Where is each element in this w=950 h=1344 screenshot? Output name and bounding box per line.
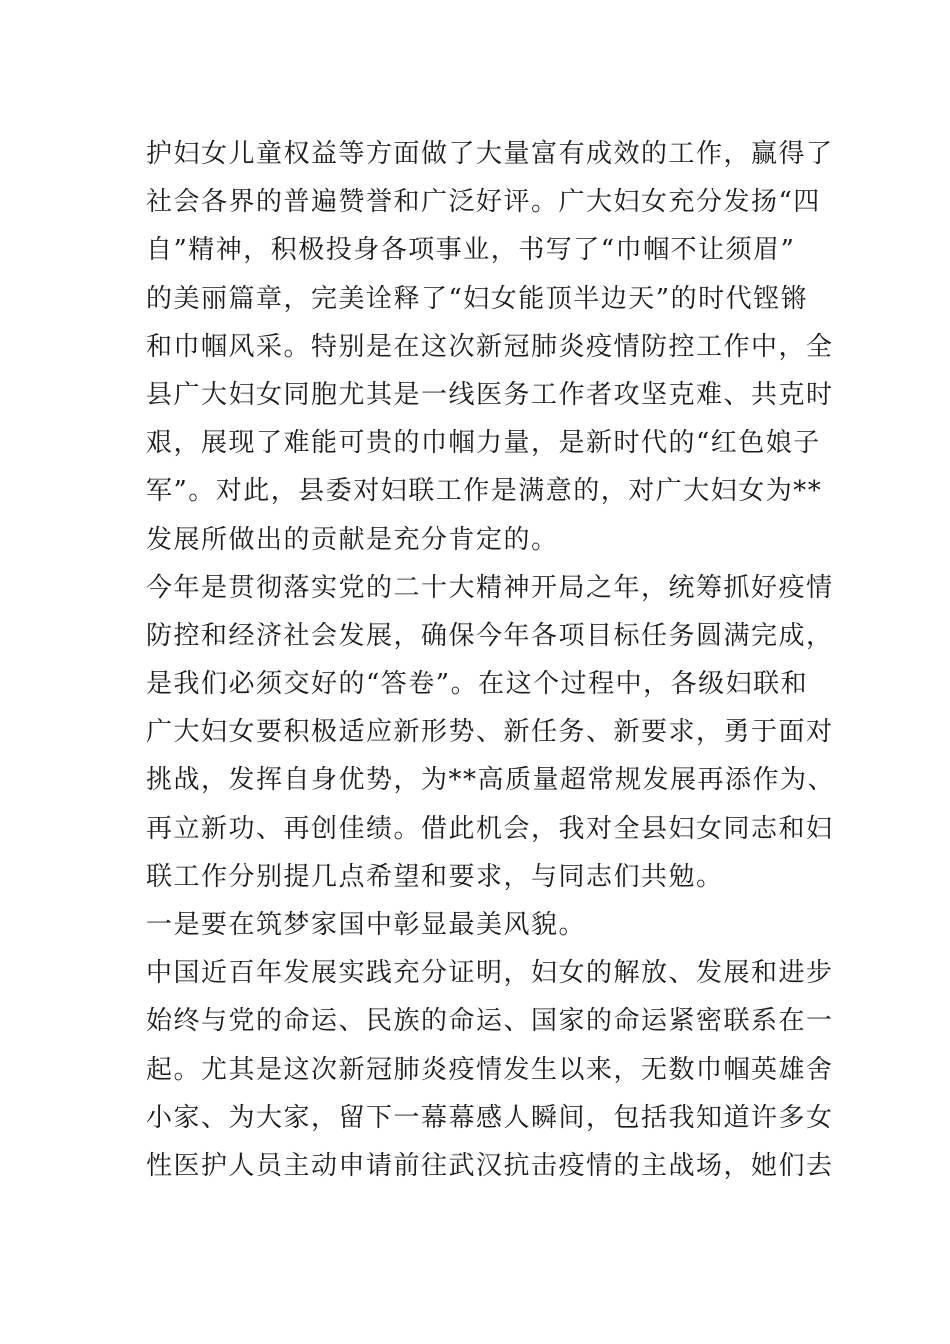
- text-line: 护妇女儿童权益等方面做了大量富有成效的工作，赢得了: [146, 139, 834, 169]
- text-line: 今年是贯彻落实党的二十大精神开局之年，统筹抓好疫情: [146, 572, 834, 603]
- text-line: 挑战，发挥自身优势，为**高质量超常规发展再添作为、: [146, 765, 836, 796]
- text-line: 性医护人员主动申请前往武汉抗击疫情的主战场，她们去: [146, 1150, 834, 1181]
- text-line: 县广大妇女同胞尤其是一线医务工作者攻坚克难、共克时: [146, 379, 834, 410]
- text-line: 艰，展现了难能可贵的巾帼力量，是新时代的“红色娘子: [146, 428, 821, 459]
- text-line: 联工作分别提几点希望和要求，与同志们共勉。: [146, 861, 724, 892]
- text-line: 始终与党的命运、民族的命运、国家的命运紧密联系在一: [146, 1006, 834, 1037]
- section-heading: 一是要在筑梦家国中彰显最美风貌。: [146, 910, 587, 940]
- body-text: [146, 130, 836, 1190]
- text-line: 社会各界的普遍赞誉和广泛好评。广大妇女充分发扬“四: [146, 187, 821, 218]
- text-line: 的美丽篇章，完美诠释了“妇女能顶半边天”的时代铿锵: [146, 283, 809, 314]
- text-line: 自”精神，积极投身各项事业，书写了“巾帼不让须眉”: [146, 235, 796, 266]
- text-line: 再立新功、再创佳绩。借此机会，我对全县妇女同志和妇: [146, 813, 834, 844]
- text-line: 和巾帼风采。特别是在这次新冠肺炎疫情防控工作中，全: [146, 331, 834, 362]
- text-line: 广大妇女要积极适应新形势、新任务、新要求，勇于面对: [146, 717, 834, 748]
- text-line: 防控和经济社会发展，确保今年各项目标任务圆满完成，: [146, 620, 834, 651]
- text-line: 中国近百年发展实践充分证明，妇女的解放、发展和进步: [146, 958, 834, 989]
- text-line: 是我们必须交好的“答卷”。在这个过程中，各级妇联和: [146, 669, 809, 700]
- text-line: 起。尤其是这次新冠肺炎疫情发生以来，无数巾帼英雄舍: [146, 1054, 834, 1085]
- text-line: 发展所做出的贡献是充分肯定的。: [146, 524, 559, 555]
- text-line: 小家、为大家，留下一幕幕感人瞬间，包括我知道许多女: [146, 1102, 834, 1133]
- text-line: 军”。对此，县委对妇联工作是满意的，对广大妇女为**: [146, 476, 823, 507]
